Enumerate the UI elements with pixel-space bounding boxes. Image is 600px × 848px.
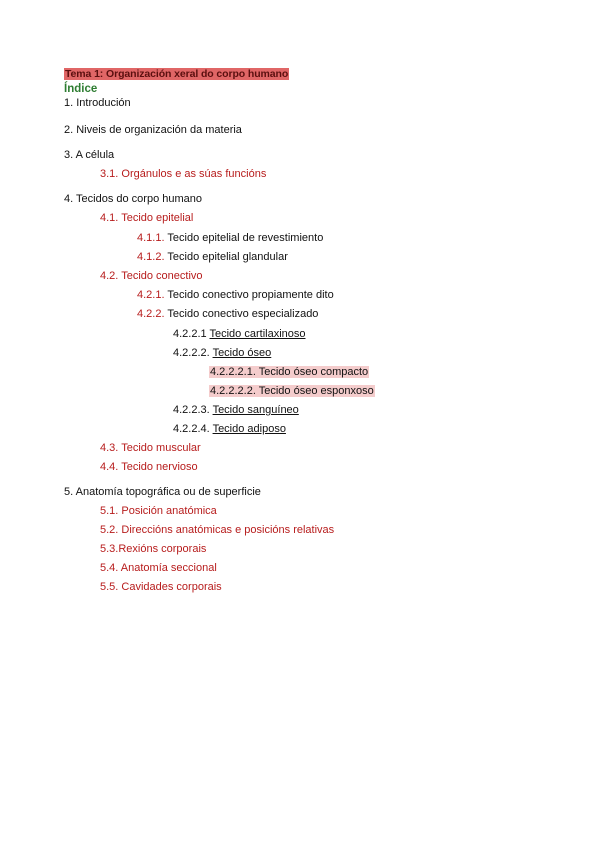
toc-text: Tecido conectivo especializado (167, 308, 319, 320)
toc-link[interactable]: Tecido sanguíneo (212, 404, 299, 416)
toc-number: 4.2.2.2. (173, 347, 210, 359)
toc-number: 4.1.2. (137, 251, 165, 263)
toc-item-4-2: 4.2. Tecido conectivo (100, 270, 203, 282)
toc-item-4-2-2-2-2 (209, 385, 375, 398)
toc-number: 4.2.2. (137, 308, 165, 320)
toc-text: Tecido epitelial glandular (167, 251, 288, 263)
toc-item-2: 2. Niveis de organización da materia (64, 124, 242, 136)
toc-number: 4.2.2.4. (173, 423, 210, 435)
toc-item-4: 4. Tecidos do corpo humano (64, 193, 202, 205)
toc-number: 4.1.1. (137, 232, 165, 244)
toc-item-4-1-1 (137, 232, 323, 245)
toc-item-5-3: 5.3.Rexións corporais (100, 543, 207, 555)
toc-text: Tecido conectivo propiamente dito (167, 289, 334, 301)
toc-item-4-2-2-2-1 (209, 366, 369, 379)
toc-item-5-1: 5.1. Posición anatómica (100, 505, 217, 517)
toc-item-4-2-2 (137, 308, 318, 321)
toc-item-5: 5. Anatomía topográfica ou de superficie (64, 486, 261, 498)
toc-number: 4.2.2.1 (173, 328, 207, 340)
highlighted-text: 4.2.2.2.2. Tecido óseo esponxoso (210, 385, 374, 397)
toc-item-4-2-2-4 (173, 423, 286, 436)
toc-number: 4.2.1. (137, 289, 165, 301)
toc-item-5-5: 5.5. Cavidades corporais (100, 581, 222, 593)
title-text: Tema 1: Organización xeral do corpo humano (65, 68, 289, 80)
toc-link[interactable]: Tecido óseo (212, 347, 272, 359)
index-heading: Índice (64, 83, 98, 95)
toc-item-4-2-2-3 (173, 404, 299, 417)
toc-item-1: 1. Introdución (64, 97, 131, 109)
toc-item-4-3: 4.3. Tecido muscular (100, 442, 201, 454)
toc-link[interactable]: Tecido adiposo (212, 423, 286, 435)
document-title (64, 68, 289, 81)
toc-item-4-1-2 (137, 251, 288, 264)
toc-item-4-2-2-2 (173, 347, 271, 360)
toc-number: 4.2.2.3. (173, 404, 210, 416)
toc-item-3: 3. A célula (64, 149, 115, 161)
toc-item-4-2-1 (137, 289, 334, 302)
toc-item-4-1: 4.1. Tecido epitelial (100, 212, 194, 224)
toc-item-4-4: 4.4. Tecido nervioso (100, 461, 198, 473)
toc-item-4-2-2-1 (173, 328, 306, 341)
toc-link[interactable]: Tecido cartilaxinoso (209, 328, 306, 340)
highlighted-text: 4.2.2.2.1. Tecido óseo compacto (210, 366, 369, 378)
toc-text: Tecido epitelial de revestimiento (167, 232, 324, 244)
toc-item-3-1: 3.1. Orgánulos e as súas funcións (100, 168, 267, 180)
toc-item-5-4: 5.4. Anatomía seccional (100, 562, 217, 574)
toc-item-5-2: 5.2. Direccións anatómicas e posicións relativas (100, 524, 335, 536)
